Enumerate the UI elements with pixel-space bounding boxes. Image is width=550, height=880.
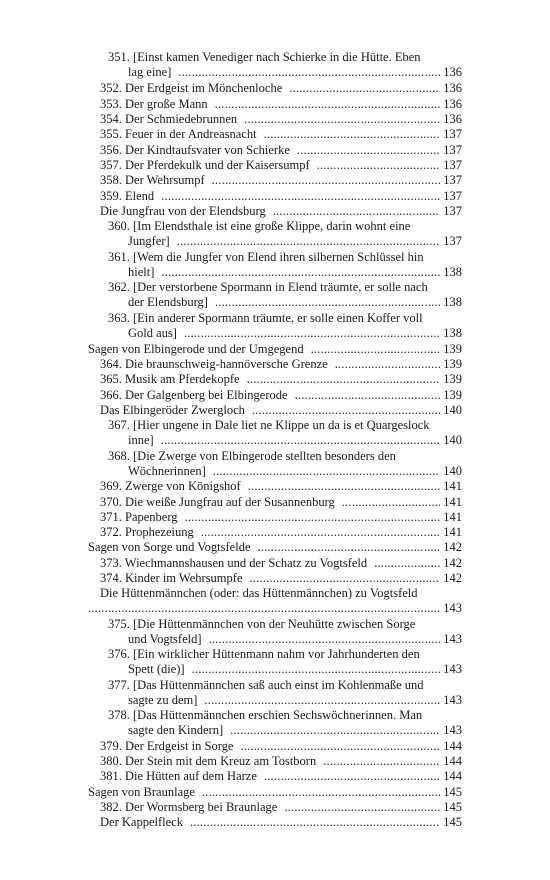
entry-title: 378. [Das Hüttenmännchen erschien Sechswöchnerinnen. Man xyxy=(108,708,423,722)
leader-dots xyxy=(342,495,440,510)
leader-dots xyxy=(185,510,441,525)
entry-title: 360. [Im Elendsthale ist eine große Klippe, darin wohnt eine xyxy=(108,219,411,233)
page-number: 140 xyxy=(443,403,462,417)
leader-dots xyxy=(289,81,440,96)
page-number: 137 xyxy=(443,234,462,249)
entry-title-continued: Jungfer] xyxy=(128,234,170,249)
entry-title: 374. Kinder im Wehrsumpfe xyxy=(100,571,243,585)
entry-title: 367. [Hier ungene in Dale liet ne Klippe un da is et Quargeslock xyxy=(108,418,430,432)
leader-dots xyxy=(252,403,440,418)
entry-title: 365. Musik am Pferdekopfe xyxy=(100,372,240,386)
leader-dots xyxy=(273,204,441,219)
page-number: 137 xyxy=(443,143,462,157)
leader-dots xyxy=(212,173,441,188)
toc-entry-377[interactable] xyxy=(108,678,462,709)
entry-title-continued: Gold aus] xyxy=(128,326,177,341)
entry-title: Die Hüttenmännchen (oder: das Hüttenmännchen) zu Vogtsfeld xyxy=(100,586,418,600)
page-number: 137 xyxy=(443,173,462,187)
entry-title-continued: Wöchnerinnen] xyxy=(128,464,206,479)
entry-title: 368. [Die Zwerge von Elbingerode stellten besonders den xyxy=(108,449,396,463)
leader-dots xyxy=(247,372,441,387)
leader-dots xyxy=(204,693,440,708)
entry-title-continued: hielt] xyxy=(128,265,155,280)
leader-dots xyxy=(213,464,441,479)
page-number: 141 xyxy=(443,510,462,524)
toc-entry-369[interactable] xyxy=(100,479,462,494)
page-number: 142 xyxy=(443,540,462,554)
leader-dots xyxy=(264,127,441,142)
page-number: 143 xyxy=(443,662,462,677)
entry-title-continued: lag eine] xyxy=(128,65,172,80)
entry-title: 382. Der Wormsberg bei Braunlage xyxy=(100,800,278,814)
toc-entry-362[interactable] xyxy=(108,280,462,311)
leader-dots xyxy=(374,556,440,571)
toc-entry-382[interactable] xyxy=(100,800,462,815)
page-number: 143 xyxy=(443,601,462,616)
page-number: 141 xyxy=(443,495,462,509)
page-number: 139 xyxy=(443,372,462,386)
entry-title-continued: sagte den Kindern] xyxy=(128,723,224,738)
toc-entry-352[interactable] xyxy=(100,81,462,96)
leader-dots xyxy=(161,433,441,448)
entry-title: 375. [Die Hüttenmännchen von der Neuhütte zwischen Sorge xyxy=(108,617,416,631)
entry-title-continued: sagte zu dem] xyxy=(128,693,198,708)
entry-title-continued: und Vogtsfeld] xyxy=(128,632,202,647)
toc-entry-365[interactable] xyxy=(100,372,462,387)
toc-entry-370[interactable] xyxy=(100,495,462,510)
leader-dots xyxy=(202,785,440,800)
entry-title: 361. [Wem die Jungfer von Elend ihren silbernen Schlüssel hin xyxy=(108,250,424,264)
toc-entry-363[interactable] xyxy=(108,311,462,342)
toc-entry-359[interactable] xyxy=(100,189,462,204)
toc-entry-356[interactable] xyxy=(100,143,462,158)
entry-title: 354. Der Schmiedebrunnen xyxy=(100,112,238,126)
page-number: 138 xyxy=(443,265,462,280)
page-number: 139 xyxy=(443,357,462,371)
toc-entry-364[interactable] xyxy=(100,357,462,372)
toc-entry-371[interactable] xyxy=(100,510,462,525)
page-number: 143 xyxy=(443,632,462,647)
leader-dots xyxy=(250,571,441,586)
toc-entry-380[interactable] xyxy=(100,754,462,769)
toc-section-jungfrau-elendsburg[interactable] xyxy=(100,204,462,219)
toc-entry-354[interactable] xyxy=(100,112,462,127)
leader-dots xyxy=(184,326,440,341)
toc-entry-353[interactable] xyxy=(100,97,462,112)
entry-title: 369. Zwerge von Königshof xyxy=(100,479,241,493)
leader-dots xyxy=(192,662,441,677)
toc-section-sorge-vogtsfelde[interactable] xyxy=(88,540,462,555)
toc-entry-368[interactable] xyxy=(108,449,462,480)
entry-title: 355. Feuer in der Andreasnacht xyxy=(100,127,257,141)
toc-entry-376[interactable] xyxy=(108,647,462,678)
toc-entry-372[interactable] xyxy=(100,525,462,540)
page-number: 137 xyxy=(443,127,462,141)
leader-dots xyxy=(178,65,440,80)
entry-title: 381. Die Hütten auf dem Harze xyxy=(100,769,257,783)
leader-dots xyxy=(88,601,440,616)
page-number: 144 xyxy=(443,754,462,768)
page-number: 137 xyxy=(443,158,462,172)
entry-title: 363. [Ein anderer Spormann träumte, er solle einen Koffer voll xyxy=(108,311,423,325)
entry-title: Sagen von Elbingerode und der Umgegend xyxy=(88,342,304,356)
page-number: 145 xyxy=(443,785,462,799)
entry-title: 380. Der Stein mit dem Kreuz am Tostborn xyxy=(100,754,317,768)
page-number: 138 xyxy=(443,295,462,310)
leader-dots xyxy=(161,265,440,280)
page-number: 139 xyxy=(443,342,462,356)
leader-dots xyxy=(244,112,440,127)
leader-dots xyxy=(161,189,440,204)
page-number: 145 xyxy=(443,815,462,829)
entry-title: Das Elbingeröder Zwergloch xyxy=(100,403,245,417)
entry-title: Der Kappelfleck xyxy=(100,815,183,829)
entry-title: Sagen von Sorge und Vogtsfelde xyxy=(88,540,251,554)
entry-title: 366. Der Galgenberg bei Elbingerode xyxy=(100,388,288,402)
toc-section-braunlage[interactable] xyxy=(88,785,462,800)
entry-title: 370. Die weiße Jungfrau auf der Susannenburg xyxy=(100,495,335,509)
leader-dots xyxy=(311,342,441,357)
page-number: 137 xyxy=(443,204,462,218)
page-number: 142 xyxy=(443,556,462,570)
toc-entry-355[interactable] xyxy=(100,127,462,142)
page-number: 143 xyxy=(443,723,462,738)
leader-dots xyxy=(248,479,441,494)
page-number: 142 xyxy=(443,571,462,585)
page-number: 141 xyxy=(443,525,462,539)
page-number: 144 xyxy=(443,769,462,783)
page-number: 138 xyxy=(443,326,462,341)
leader-dots xyxy=(335,357,441,372)
entry-title: 356. Der Kindtaufsvater von Schierke xyxy=(100,143,290,157)
entry-title: 373. Wiechmannshausen und der Schatz zu Vogtsfeld xyxy=(100,556,368,570)
entry-title: 362. [Der verstorbene Spormann in Elend träumte, er solle nach xyxy=(108,280,428,294)
entry-title: 364. Die braunschweig-hannöversche Grenze xyxy=(100,357,328,371)
toc-section-kappelfleck[interactable] xyxy=(100,815,462,830)
leader-dots xyxy=(230,723,440,738)
entry-title: Die Jungfrau von der Elendsburg xyxy=(100,204,266,218)
page-number: 143 xyxy=(443,693,462,708)
leader-dots xyxy=(323,754,440,769)
toc-entry-351[interactable] xyxy=(108,50,462,81)
entry-title: 351. [Einst kamen Venediger nach Schierke in die Hütte. Eben xyxy=(108,50,421,64)
toc-entry-374[interactable] xyxy=(100,571,462,586)
leader-dots xyxy=(177,234,441,249)
page-number: 136 xyxy=(443,97,462,111)
leader-dots xyxy=(201,525,441,540)
page-number: 136 xyxy=(443,81,462,95)
leader-dots xyxy=(284,800,440,815)
page-number: 140 xyxy=(443,433,462,448)
page-number: 136 xyxy=(443,112,462,126)
leader-dots xyxy=(240,739,440,754)
entry-title-continued: der Elendsburg] xyxy=(128,295,208,310)
toc-entry-375[interactable] xyxy=(108,617,462,648)
page-number: 137 xyxy=(443,189,462,203)
entry-title-continued: inne] xyxy=(128,433,154,448)
entry-title: 359. Elend xyxy=(100,189,155,203)
toc-section-elbingerode[interactable] xyxy=(88,342,462,357)
entry-title: Sagen von Braunlage xyxy=(88,785,195,799)
entry-title: 371. Papenberg xyxy=(100,510,178,524)
leader-dots xyxy=(295,388,441,403)
toc-entry-358[interactable] xyxy=(100,173,462,188)
toc-section-zwergloch[interactable] xyxy=(100,403,462,418)
toc-entry-361[interactable] xyxy=(108,250,462,281)
leader-dots xyxy=(215,295,440,310)
toc-entry-378[interactable] xyxy=(108,708,462,739)
leader-dots xyxy=(317,158,441,173)
toc-entry-360[interactable] xyxy=(108,219,462,250)
toc-entry-373[interactable] xyxy=(100,556,462,571)
toc-entry-379[interactable] xyxy=(100,739,462,754)
toc-entry-367[interactable] xyxy=(108,418,462,449)
leader-dots xyxy=(297,143,440,158)
entry-title: 352. Der Erdgeist im Mönchenloche xyxy=(100,81,283,95)
page-number: 145 xyxy=(443,800,462,814)
entry-title: 376. [Ein wirklicher Hüttenmann nahm vor Jahrhunderten den xyxy=(108,647,420,661)
page-number: 144 xyxy=(443,739,462,753)
toc-entry-366[interactable] xyxy=(100,388,462,403)
entry-title-continued: Spett (die)] xyxy=(128,662,185,677)
entry-title: 379. Der Erdgeist in Sorge xyxy=(100,739,234,753)
entry-title: 377. [Das Hüttenmännchen saß auch einst im Kohlenmaße und xyxy=(108,678,424,692)
leader-dots xyxy=(264,769,440,784)
entry-title: 358. Der Wehrsumpf xyxy=(100,173,205,187)
leader-dots xyxy=(215,97,441,112)
toc-entry-357[interactable] xyxy=(100,158,462,173)
page-number: 140 xyxy=(443,464,462,479)
leader-dots xyxy=(258,540,441,555)
leader-dots xyxy=(209,632,441,647)
entry-title: 353. Der große Mann xyxy=(100,97,208,111)
entry-title: 372. Prophezeiung xyxy=(100,525,194,539)
page-number: 136 xyxy=(443,65,462,80)
leader-dots xyxy=(190,815,440,830)
toc-entry-381[interactable] xyxy=(100,769,462,784)
entry-title: 357. Der Pferdekulk und der Kaisersumpf xyxy=(100,158,310,172)
page-number: 141 xyxy=(443,479,462,493)
page-number: 139 xyxy=(443,388,462,402)
toc-section-huettenmaennchen[interactable] xyxy=(100,586,462,617)
